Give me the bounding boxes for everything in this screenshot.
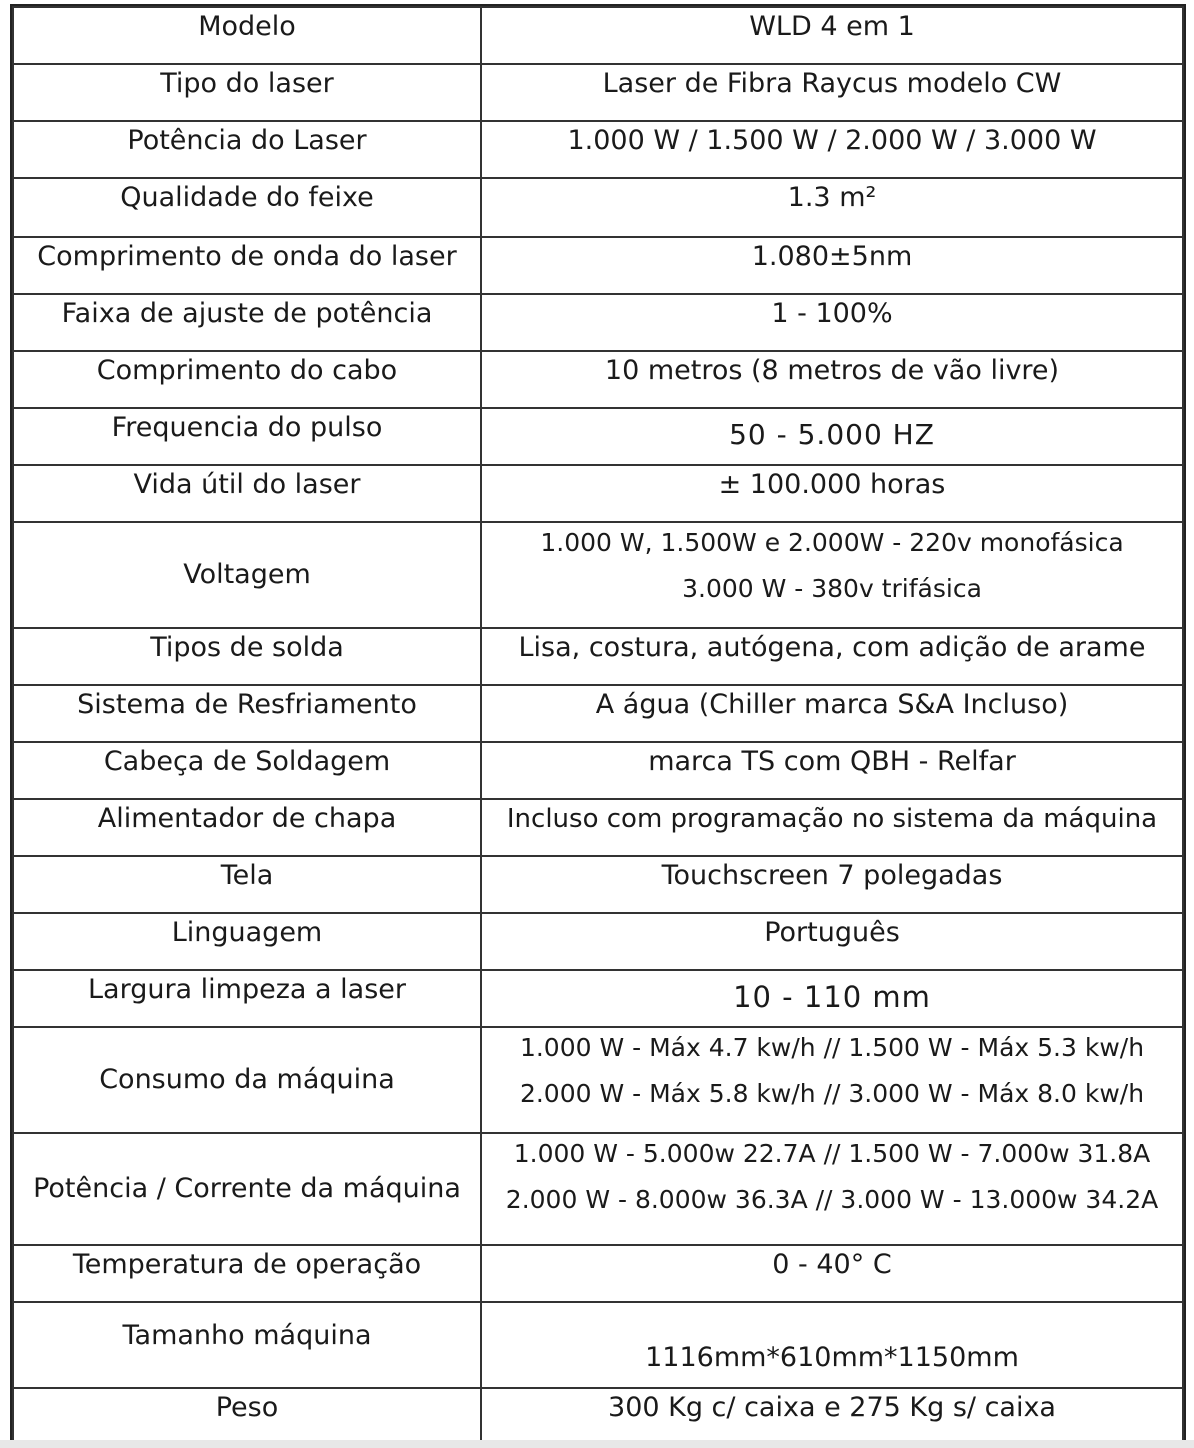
spec-value: A água (Chiller marca S&A Incluso) <box>481 685 1183 742</box>
table-row <box>13 64 1183 121</box>
spec-value: Português <box>481 913 1183 970</box>
table-row <box>13 1388 1183 1442</box>
table-row <box>13 178 1183 237</box>
table-row <box>13 294 1183 351</box>
spec-value: 0 - 40° C <box>481 1245 1183 1302</box>
spec-label: Tipo do laser <box>13 64 481 121</box>
table-row <box>13 121 1183 178</box>
spec-value: 50 - 5.000 HZ <box>481 408 1183 465</box>
spec-value: Incluso com programação no sistema da máquina <box>481 799 1183 856</box>
spec-value: ± 100.000 horas <box>481 465 1183 522</box>
table-row <box>13 970 1183 1027</box>
spec-label: Largura limpeza a laser <box>13 970 481 1027</box>
spec-label: Potência do Laser <box>13 121 481 178</box>
spec-label: Cabeça de Soldagem <box>13 742 481 799</box>
spec-label: Tamanho máquina <box>13 1302 481 1388</box>
spec-value: 1.000 W - Máx 4.7 kw/h // 1.500 W - Máx 5.3 kw/h 2.000 W - Máx 5.8 kw/h // 3.000 W - Máx 8.0 kw/h <box>481 1027 1183 1133</box>
spec-label: Peso <box>13 1388 481 1442</box>
spec-table <box>12 6 1184 1443</box>
table-row <box>13 685 1183 742</box>
table-row <box>13 799 1183 856</box>
spec-label: Vida útil do laser <box>13 465 481 522</box>
spec-label: Tela <box>13 856 481 913</box>
spec-label: Alimentador de chapa <box>13 799 481 856</box>
spec-label: Potência / Corrente da máquina <box>13 1133 481 1245</box>
table-row <box>13 351 1183 408</box>
spec-value: 1 - 100% <box>481 294 1183 351</box>
spec-label: Tipos de solda <box>13 628 481 685</box>
spec-value: 1.3 m² <box>481 178 1183 237</box>
spec-label: Temperatura de operação <box>13 1245 481 1302</box>
spec-value: 1.000 W, 1.500W e 2.000W - 220v monofásica 3.000 W - 380v trifásica <box>481 522 1183 628</box>
bottom-edge <box>0 1440 1194 1448</box>
table-row <box>13 1245 1183 1302</box>
spec-value: 300 Kg c/ caixa e 275 Kg s/ caixa <box>481 1388 1183 1442</box>
spec-label: Qualidade do feixe <box>13 178 481 237</box>
table-row <box>13 522 1183 628</box>
table-row <box>13 465 1183 522</box>
spec-value: Lisa, costura, autógena, com adição de arame <box>481 628 1183 685</box>
spec-label: Faixa de ajuste de potência <box>13 294 481 351</box>
spec-value: 1.000 W - 5.000w 22.7A // 1.500 W - 7.000w 31.8A 2.000 W - 8.000w 36.3A // 3.000 W - 13.000w 34.2A <box>481 1133 1183 1245</box>
table-row <box>13 7 1183 64</box>
spec-value: marca TS com QBH - Relfar <box>481 742 1183 799</box>
spec-value: 1.000 W / 1.500 W / 2.000 W / 3.000 W <box>481 121 1183 178</box>
spec-value: 1116mm*610mm*1150mm <box>481 1302 1183 1388</box>
spec-value: Laser de Fibra Raycus modelo CW <box>481 64 1183 121</box>
spec-label: Comprimento de onda do laser <box>13 237 481 294</box>
spec-label: Linguagem <box>13 913 481 970</box>
table-row <box>13 913 1183 970</box>
spec-label: Frequencia do pulso <box>13 408 481 465</box>
spec-value: Touchscreen 7 polegadas <box>481 856 1183 913</box>
table-row <box>13 628 1183 685</box>
spec-value: 10 metros (8 metros de vão livre) <box>481 351 1183 408</box>
spec-value: WLD 4 em 1 <box>481 7 1183 64</box>
table-row <box>13 408 1183 465</box>
table-row <box>13 1133 1183 1245</box>
table-row <box>13 1027 1183 1133</box>
table-row <box>13 856 1183 913</box>
table-row <box>13 742 1183 799</box>
spec-label: Sistema de Resfriamento <box>13 685 481 742</box>
table-row <box>13 237 1183 294</box>
spec-label: Consumo da máquina <box>13 1027 481 1133</box>
spec-value: 1.080±5nm <box>481 237 1183 294</box>
spec-label: Comprimento do cabo <box>13 351 481 408</box>
table-row <box>13 1302 1183 1388</box>
spec-label: Modelo <box>13 7 481 64</box>
spec-label: Voltagem <box>13 522 481 628</box>
spec-value: 10 - 110 mm <box>481 970 1183 1027</box>
